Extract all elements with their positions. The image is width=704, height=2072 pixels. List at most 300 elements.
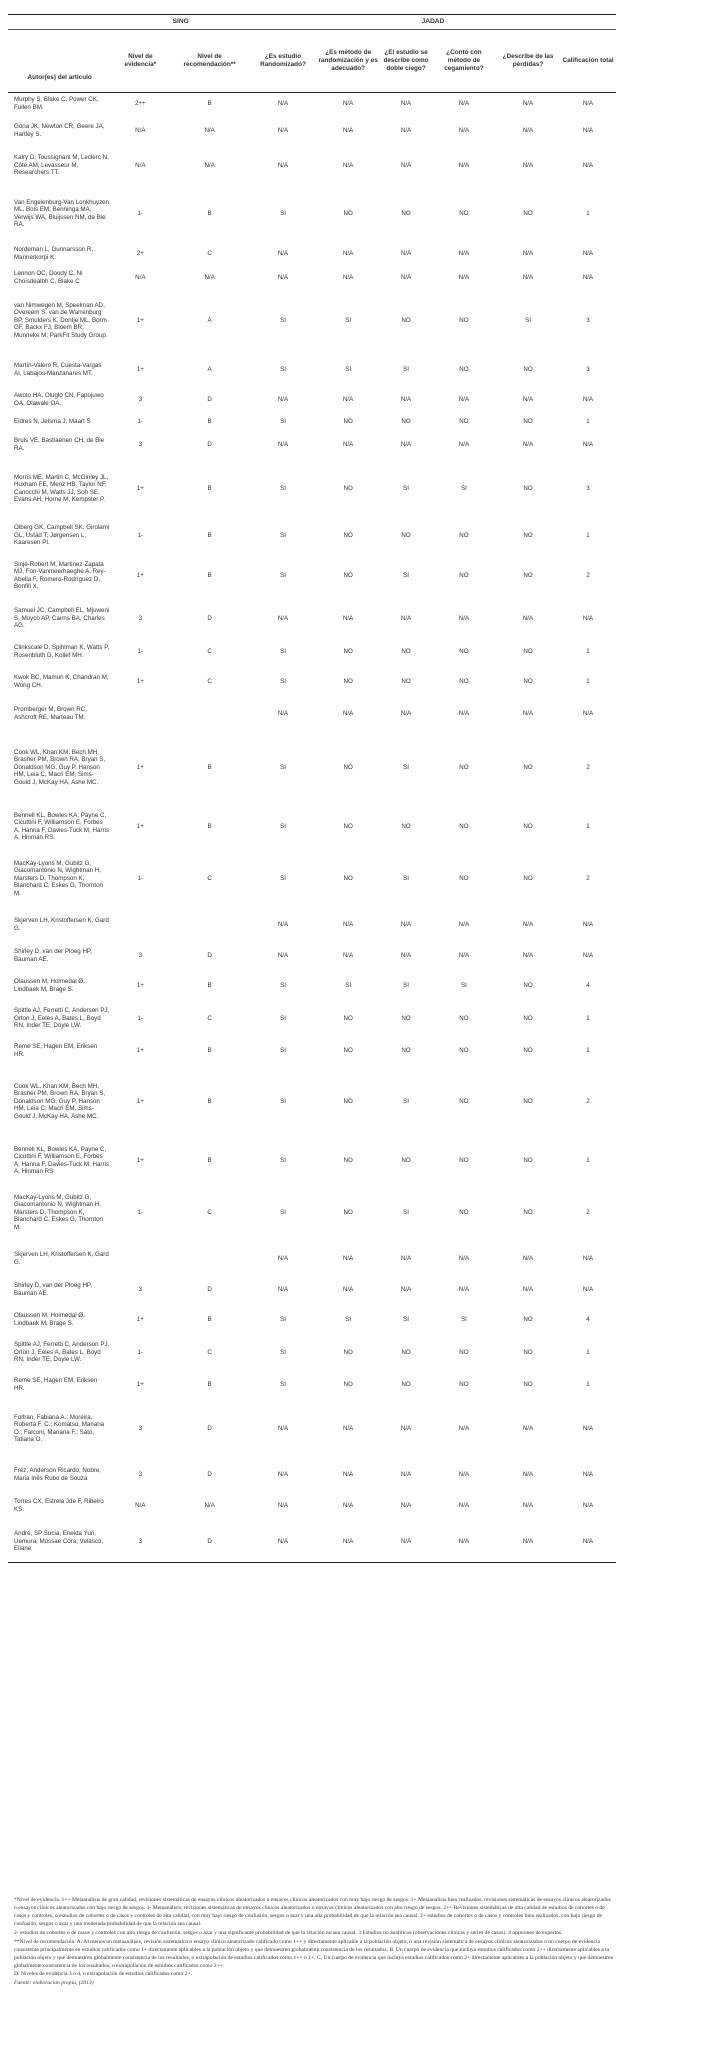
value-cell: NO — [459, 647, 469, 655]
table-row — [8, 849, 616, 909]
value-cell: N/A — [400, 1285, 412, 1293]
value-cell: NO — [343, 1014, 353, 1022]
value-cell: N/A — [582, 709, 594, 717]
value-cell: NO — [343, 1380, 353, 1388]
value-cell: NO — [459, 1014, 469, 1022]
value-cell: N/A — [582, 273, 594, 281]
value-cell: N/A — [400, 1424, 412, 1432]
value-cell: N/A — [204, 126, 215, 134]
value-cell: B — [207, 1156, 212, 1164]
value-cell: N/A — [496, 1521, 560, 1563]
value-cell: SI — [280, 1208, 286, 1216]
value-cell: N/A — [277, 126, 289, 134]
value-cell — [169, 1243, 250, 1275]
table-row — [8, 1183, 616, 1243]
column-header-randomized: ¿Es estudio Randomizado? — [250, 30, 316, 93]
table-row — [8, 389, 616, 411]
column-header-recommendation-level: Nivel de recomendación** — [169, 30, 250, 93]
author-cell: Murphy S, Blake C, Power CK, Fullen BM. — [14, 96, 99, 111]
value-cell: NO — [523, 1348, 533, 1356]
footnote-recommendation-levels: **Nivel de recomendación. A. Al menos un metaanálisis, revisión sistemática o ensayo clínico aleatorizado calificado como 1++ y directamente aplicable a la población objeto, o una revisión sistemática de ensayos clínicos aleatorizados o un cuerpo de evidencia consistente principalmente en estudios calificados como 1+ directamente aplicables a la población objeto y que demuestren globalmente consistencia de los resultados. B. Un cuerpo de evidencia que incluya estudios calificados como 2++ directamente aplicables a la población objeto y que demuestren globalmente consistencia de los resultados, o extrapolación de estudios calificados como 1++ o 1+. C. Un cuerpo de evidencia que incluya estudios calificados como 2+ directamente aplicables a la población objeto y que demuestren globalmente consistencia de los resultados, o extrapolación de estudios calificados como 2++. — [14, 1938, 614, 1969]
value-cell: N/A — [458, 161, 470, 169]
value-cell: NO — [459, 1380, 469, 1388]
table-row — [8, 291, 616, 351]
table-row — [8, 93, 616, 115]
value-cell: N/A — [522, 951, 534, 959]
value-cell: NO — [459, 677, 469, 685]
author-cell: Fréz, Anderson Ricardo; Nobre, Maria Inês Rubo de Souza — [14, 1467, 102, 1482]
author-cell: Olaussen M, Holmedal Ø, Lindbaek M, Brage S. — [14, 978, 85, 993]
value-cell: 2 — [586, 1097, 590, 1105]
value-cell: N/A — [277, 161, 289, 169]
value-cell: B — [207, 1315, 212, 1323]
value-cell: D — [169, 1521, 250, 1563]
value-cell: SI — [280, 1156, 286, 1164]
value-cell: N/A — [277, 100, 289, 108]
value-cell: NO — [401, 822, 411, 830]
author-cell: Bruls VE, Bastiaenen CH, de Bie RA. — [14, 437, 105, 452]
value-cell: NO — [343, 209, 353, 217]
table-row — [8, 1399, 616, 1459]
value-cell: NO — [343, 484, 353, 492]
footnote-evidence-levels: *Nivel de evidencia. 1++ Metaanálisis de gran calidad, revisiones sistemáticas de ensayos clínicos aleatorizados o ensayos clínicos aleatorizados con muy bajo riesgo de sesgos. 1+ Metaanálisis bien realizados, revisiones sistemáticas de ensayos clínicos aleatorizados o ensayos clínicos aleatorizados con bajo riesgo de sesgos. 1- Metaanálisis, revisiones sistemáticas de ensayos clínicos aleatorizados o ensayos clínicos aleatorizados con alto riesgo de sesgos. 2++ Revisiones sistemáticas de alta calidad de estudios de cohortes o de casos y controles, o estudios de cohortes o de casos y controles de alta calidad, con muy bajo riesgo de confusión, sesgos o azar y una alta probabilidad de que la relación sea causal. 2+ estudios de cohortes o de casos y controles bien realizados, con bajo riesgo de confusión, sesgos o azar y una moderada probabilidad de que la relación sea causal. — [14, 1897, 611, 1927]
value-cell: SI — [280, 1014, 286, 1022]
value-cell: NO — [459, 822, 469, 830]
value-cell: N/A — [400, 440, 412, 448]
value-cell: N/A — [135, 126, 146, 134]
value-cell: NO — [523, 1315, 533, 1323]
value-cell: N/A — [458, 273, 470, 281]
value-cell: N/A — [522, 920, 534, 928]
value-cell: NO — [401, 316, 411, 324]
value-cell: N/A — [204, 273, 215, 281]
value-cell: SI — [403, 1315, 409, 1323]
value-cell: N/A — [400, 249, 412, 257]
author-cell: Reme SE, Hagen EM, Eriksen HR. — [14, 1377, 98, 1392]
value-cell: N/A — [204, 161, 215, 169]
value-cell: 1 — [586, 822, 590, 830]
value-cell: N/A — [342, 100, 354, 108]
value-cell: N/A — [458, 1254, 470, 1262]
value-cell: NO — [401, 417, 411, 425]
value-cell: NO — [401, 1014, 411, 1022]
value-cell: SI — [525, 316, 531, 324]
author-cell: Samuel JC, Campbell EL, Mjuweni S, Muyco AP, Cairns BA, Charles AG. — [14, 607, 110, 630]
author-cell: Morris ME, Martin C, McGinley JL, Huxham FE, Menz HB, Taylor NF, Canocchi M, Watts JJ, Soh SE, Evans AH, Horne M, Kempster P. — [14, 473, 109, 503]
value-cell: 4 — [586, 1315, 590, 1323]
value-cell: NO — [343, 822, 353, 830]
value-cell: N/A — [400, 395, 412, 403]
value-cell: N/A — [342, 273, 354, 281]
value-cell: N/A — [458, 951, 470, 959]
value-cell: NO — [459, 531, 469, 539]
value-cell: B — [207, 100, 212, 108]
value-cell: NO — [401, 1046, 411, 1054]
value-cell: N/A — [522, 1470, 534, 1478]
value-cell: N/A — [342, 709, 354, 717]
value-cell: NO — [459, 316, 469, 324]
value-cell: SI — [280, 417, 286, 425]
value-cell: N/A — [277, 614, 289, 622]
value-cell: NO — [523, 763, 533, 771]
value-cell: C — [207, 874, 212, 882]
author-cell: Van Engelenburg-Van Lonkhuyzen ML, Bols EM, Benninga MA, Verwijs WA, Bluijssen NM, de Bie RA. — [14, 198, 110, 228]
value-cell: 1 — [586, 647, 590, 655]
value-cell: NO — [459, 365, 469, 373]
table-row — [8, 601, 616, 637]
value-cell: NO — [459, 571, 469, 579]
value-cell: N/A — [458, 920, 470, 928]
value-cell: N/A — [458, 1501, 470, 1509]
value-cell: 1 — [586, 1156, 590, 1164]
author-cell: van Nimwegen M, Speelman AD, Overeem S, van de Warrenburg BP, Smulders K, Dontje ML, Borm GF, Backx FJ, Bloem BR, Munneke M; ParkFit Study Group. — [14, 301, 108, 339]
footnotes — [14, 1897, 614, 1989]
value-cell: SI — [460, 981, 467, 989]
value-cell: NO — [523, 822, 533, 830]
value-cell: N/A — [522, 614, 534, 622]
column-header-losses: ¿Describe de las pérdidas? — [496, 30, 560, 93]
group-header-jadad: JADAD — [250, 15, 616, 30]
author-cell: Spittle AJ, Ferretti C, Anderson PJ, Orton J, Eeles A, Bates L, Boyd RN, Inder TE, Doyle LW. — [14, 1341, 110, 1364]
footnote-evidence-levels-cont: 2- estudios de cohortes o de casos y controles con alto riesgo de confusión, sesgos o azar y una significante probabilidad de que la relación no sea causal. 3 Estudios no analíticos (observaciones clínicas y series de casos). 4 opiniones de expertos. — [14, 1929, 563, 1936]
table-row — [8, 1275, 616, 1305]
value-cell: N/A — [522, 161, 534, 169]
value-cell: N/A — [458, 440, 470, 448]
value-cell: N/A — [342, 1285, 354, 1293]
author-cell: André, SP Sucia, Eneida Yuri, Uemura, Mossae Cora; Velasco, Eliane — [8, 1521, 111, 1563]
value-cell: 1+ — [136, 571, 144, 579]
table-row — [8, 521, 616, 551]
value-cell: NO — [401, 1380, 411, 1388]
value-cell: N/A — [400, 161, 412, 169]
value-cell: NO — [343, 647, 353, 655]
value-cell: N/A — [458, 249, 470, 257]
value-cell: NO — [343, 571, 353, 579]
value-cell: 2 — [586, 571, 590, 579]
value-cell: N/A — [582, 951, 594, 959]
value-cell: N/A — [582, 249, 594, 257]
value-cell: 3 — [138, 440, 143, 448]
value-cell: N/A — [522, 1424, 534, 1432]
column-header-randomization-method: ¿Es método de randomización y es adecuado? — [316, 30, 380, 93]
value-cell: NO — [523, 874, 533, 882]
value-cell: NO — [459, 1097, 469, 1105]
value-cell: NO — [523, 1156, 533, 1164]
value-cell: SI — [280, 874, 286, 882]
value-cell: SI — [280, 981, 286, 989]
value-cell: B — [207, 484, 212, 492]
table-row — [8, 243, 616, 265]
footnote-source: Fuente: elaboración propia, (2013) — [14, 1980, 94, 1987]
value-cell: NO — [459, 1208, 469, 1216]
value-cell: B — [207, 1380, 212, 1388]
table-row — [8, 637, 616, 667]
value-cell: B — [207, 763, 212, 771]
value-cell: SI — [280, 209, 286, 217]
value-cell: 1+ — [136, 1315, 144, 1323]
value-cell: 3 — [138, 1285, 143, 1293]
table-row — [8, 1243, 616, 1275]
author-cell: Clinkscale D, Spihlman K, Watts P, Rosenbluth D, Kollef MH. — [14, 644, 110, 659]
value-cell: N/A — [582, 1285, 594, 1293]
value-cell: SI — [403, 484, 409, 492]
value-cell: 1- — [137, 1348, 144, 1356]
column-header-total-score: Calificación total — [560, 30, 616, 93]
value-cell: SI — [280, 822, 286, 830]
value-cell: D — [207, 395, 212, 403]
value-cell: D — [207, 1470, 212, 1478]
value-cell: SI — [403, 1097, 409, 1105]
value-cell: N/A — [522, 709, 534, 717]
footnote-recommendation-d: D. Niveles de evidencia 3 o 4, o extrapolación de estudios calificados como 2+. — [14, 1971, 193, 1978]
value-cell: D — [207, 614, 212, 622]
author-cell: Sinjé-Robert M, Martinez-Zapata MJ, Fon-Vanmeerhaeghe A, Rey-Abella F, Romero-Rodríguez D, Bonfill X. — [14, 560, 106, 590]
author-cell: Awoto HA, Oluglo CN, Fapojuwo OA, Olawale OA. — [14, 392, 104, 407]
value-cell: 1+ — [136, 1046, 144, 1054]
value-cell: SI — [403, 365, 409, 373]
value-cell: NO — [523, 484, 533, 492]
value-cell: SI — [280, 1348, 286, 1356]
value-cell: SI — [403, 1208, 409, 1216]
value-cell: NO — [459, 874, 469, 882]
group-header-sing: SING — [111, 15, 250, 30]
value-cell: N/A — [458, 100, 470, 108]
value-cell: N/A — [458, 126, 470, 134]
value-cell — [111, 909, 169, 941]
value-cell: 3 — [138, 1470, 143, 1478]
value-cell: C — [207, 1208, 212, 1216]
value-cell: NO — [523, 209, 533, 217]
value-cell: 1 — [586, 1380, 590, 1388]
value-cell: N/A — [582, 1254, 594, 1262]
value-cell: N/A — [400, 951, 412, 959]
value-cell — [111, 1243, 169, 1275]
value-cell: 2++ — [135, 100, 146, 108]
value-cell: N/A — [277, 1424, 289, 1432]
value-cell: NO — [523, 1380, 533, 1388]
value-cell: 1+ — [136, 484, 144, 492]
value-cell: 2+ — [136, 249, 144, 257]
value-cell: NO — [523, 1097, 533, 1105]
value-cell: N/A — [342, 249, 354, 257]
value-cell: N/A — [458, 614, 470, 622]
value-cell: NO — [523, 1046, 533, 1054]
value-cell: SI — [403, 874, 409, 882]
value-cell: NO — [343, 1097, 353, 1105]
value-cell: N/A — [522, 249, 534, 257]
author-cell: Eidres N, Jelsma J, Maart S — [14, 417, 91, 425]
table-row — [8, 265, 616, 291]
value-cell: NO — [343, 1156, 353, 1164]
value-cell: N/A — [522, 440, 534, 448]
author-cell: Olberg GK, Campbell SK, Girolami GL, Ustad T, Jørgensen L, Kaaresen PI. — [14, 524, 110, 547]
value-cell: 1+ — [136, 316, 144, 324]
value-cell: N/A — [400, 1470, 412, 1478]
table-row — [8, 667, 616, 697]
value-cell: 1- — [137, 209, 144, 217]
value-cell: SI — [280, 1380, 286, 1388]
value-cell: C — [207, 1348, 212, 1356]
value-cell: NO — [401, 1156, 411, 1164]
value-cell: N/A — [400, 709, 412, 717]
author-cell: Kwok BC, Mamun K, Chandran M, Wong CH. — [14, 674, 109, 689]
evaluation-table — [8, 14, 616, 1563]
value-cell: B — [207, 531, 212, 539]
value-cell: NO — [343, 531, 353, 539]
table-row — [8, 1305, 616, 1335]
value-cell: A — [207, 316, 212, 324]
value-cell: 1+ — [136, 763, 144, 771]
author-cell: Reme SE, Hagen EM, Eriksen HR. — [14, 1043, 98, 1058]
value-cell: B — [207, 209, 212, 217]
value-cell: N/A — [380, 1521, 432, 1563]
value-cell: 1- — [137, 417, 144, 425]
value-cell: 1- — [137, 531, 144, 539]
value-cell: 3 — [586, 484, 590, 492]
value-cell: NO — [343, 1208, 353, 1216]
value-cell — [169, 909, 250, 941]
value-cell: D — [207, 440, 212, 448]
value-cell: 1 — [586, 1046, 590, 1054]
table-row — [8, 1065, 616, 1139]
value-cell: 1+ — [136, 1156, 144, 1164]
value-cell: 1- — [137, 1208, 144, 1216]
value-cell: N/A — [458, 395, 470, 403]
author-cell: Lennon OC, Doody C, Ni Choisdealbh C, Blake C — [14, 270, 83, 285]
value-cell: C — [207, 647, 212, 655]
author-cell: Bennell KL, Bowles KA, Payne C, Cicuttini F, Williamson E, Forbes A, Hanna F, Davies-Tuck M, Harris A, Hinman RS. — [14, 1145, 110, 1175]
value-cell: NO — [523, 531, 533, 539]
value-cell: 3 — [586, 316, 590, 324]
author-cell: Spittle AJ, Ferretti C, Anderson PJ, Orton J, Eeles A, Bates L, Boyd RN, Inder TE, Doyle LW. — [14, 1007, 110, 1030]
value-cell: N/A — [582, 395, 594, 403]
column-header-blinding-method: ¿Contó con método de cegamiento? — [432, 30, 496, 93]
value-cell: N/A — [277, 395, 289, 403]
value-cell: 1+ — [136, 1097, 144, 1105]
value-cell: N/A — [458, 1424, 470, 1432]
value-cell: N/A — [342, 951, 354, 959]
table-row — [8, 411, 616, 433]
value-cell: SI — [280, 1097, 286, 1105]
author-cell: Foltran, Fabiana A.; Moreira, Roberta F. C.; Komatsu, Mariana O.; Falconi, Mariana F.; Sato, Tatiana O. — [14, 1413, 105, 1443]
value-cell: NO — [523, 417, 533, 425]
value-cell: N/A — [277, 1501, 289, 1509]
value-cell: N/A — [277, 273, 289, 281]
value-cell: 1- — [137, 647, 144, 655]
value-cell: SI — [280, 571, 286, 579]
value-cell: 1+ — [136, 822, 144, 830]
value-cell: 1 — [586, 1014, 590, 1022]
value-cell: NO — [459, 1046, 469, 1054]
value-cell: N/A — [582, 1501, 594, 1509]
table-body — [8, 93, 616, 1563]
value-cell: N/A — [342, 1501, 354, 1509]
table-row — [8, 1491, 616, 1521]
value-cell: N/A — [458, 1285, 470, 1293]
value-cell: NO — [343, 417, 353, 425]
value-cell: N/A — [342, 440, 354, 448]
value-cell: SI — [280, 763, 286, 771]
author-cell: Cook WL, Khan KM, Bech MH, Brasher PM, Brown RA, Bryan S, Donaldson MG, Guy P, Hanson HM, Leia C, Macri EM, Sims-Gould J, McKay HA, Ashe MC. — [14, 748, 106, 786]
value-cell: NO — [523, 1014, 533, 1022]
value-cell: D — [207, 951, 212, 959]
value-cell: N/A — [400, 1254, 412, 1262]
value-cell: N/A — [522, 1285, 534, 1293]
author-cell: Kalry D, Toussignant M, Leclerc N, Côté AM, Levasseur M, Researchers TT. — [14, 154, 109, 177]
value-cell: N/A — [582, 1424, 594, 1432]
table-row — [8, 1521, 616, 1563]
value-cell: 3 — [586, 365, 590, 373]
value-cell — [169, 697, 250, 731]
value-cell: 3 — [138, 1424, 143, 1432]
value-cell: N/A — [342, 126, 354, 134]
value-cell: SI — [280, 365, 286, 373]
value-cell: B — [207, 981, 212, 989]
value-cell: N/A — [316, 1521, 380, 1563]
value-cell: N/A — [342, 920, 354, 928]
value-cell: NO — [343, 874, 353, 882]
value-cell: 3 — [111, 1521, 169, 1563]
value-cell: SI — [280, 531, 286, 539]
value-cell: 1- — [137, 1014, 144, 1022]
value-cell: D — [207, 1285, 212, 1293]
value-cell: 2 — [586, 874, 590, 882]
value-cell: N/A — [432, 1521, 496, 1563]
value-cell: D — [207, 1424, 212, 1432]
value-cell: SI — [345, 1315, 352, 1323]
table-row — [8, 941, 616, 971]
value-cell: 1+ — [136, 677, 144, 685]
value-cell: 1+ — [136, 1380, 144, 1388]
table-row — [8, 147, 616, 185]
column-header-author: Autor(es) del artículo — [8, 30, 111, 93]
value-cell: N/A — [342, 1424, 354, 1432]
value-cell: NO — [401, 209, 411, 217]
value-cell: N/A — [400, 614, 412, 622]
author-cell: Gona JK, Newton CR, Geere JA, Hartley S. — [14, 123, 105, 138]
value-cell: N/A — [582, 920, 594, 928]
value-cell: NO — [459, 1348, 469, 1356]
author-cell: Cook WL, Khan KM, Bech MH, Brasher PM, Brown RA, Bryan S, Donaldson MG, Guy P, Hanson HM, Leia C, Macri EM, Sims-Gould J, McKay HA, Ashe MC. — [14, 1082, 106, 1120]
value-cell: N/A — [582, 1470, 594, 1478]
table-row — [8, 1139, 616, 1183]
value-cell: NO — [459, 209, 469, 217]
author-cell: Skjerven LH, Kristoffersen K, Gard G. — [14, 1251, 109, 1266]
value-cell: C — [207, 249, 212, 257]
column-header-row — [8, 30, 616, 93]
value-cell: SI — [460, 1315, 467, 1323]
table-row — [8, 551, 616, 601]
value-cell: N/A — [277, 440, 289, 448]
value-cell: B — [207, 1097, 212, 1105]
value-cell: 1 — [586, 209, 590, 217]
value-cell: N/A — [400, 920, 412, 928]
value-cell: N/A — [522, 273, 534, 281]
value-cell: SI — [280, 316, 286, 324]
value-cell: N/A — [342, 614, 354, 622]
value-cell: N/A — [342, 395, 354, 403]
author-cell: MacKay-Lyons M, Gubitz G, Giacomantonio N, Wightman H, Marsters D, Thompson K, Blanchard C, Eskes G, Thornton M. — [14, 1193, 103, 1231]
author-cell: Skjerven LH, Kristoffersen K, Gard G. — [14, 917, 109, 932]
value-cell: SI — [280, 677, 286, 685]
value-cell: N/A — [277, 249, 289, 257]
table-row — [8, 1001, 616, 1037]
value-cell: SI — [345, 981, 352, 989]
value-cell: 1 — [586, 1348, 590, 1356]
table-row — [8, 351, 616, 389]
value-cell: NO — [459, 417, 469, 425]
value-cell: NO — [343, 677, 353, 685]
